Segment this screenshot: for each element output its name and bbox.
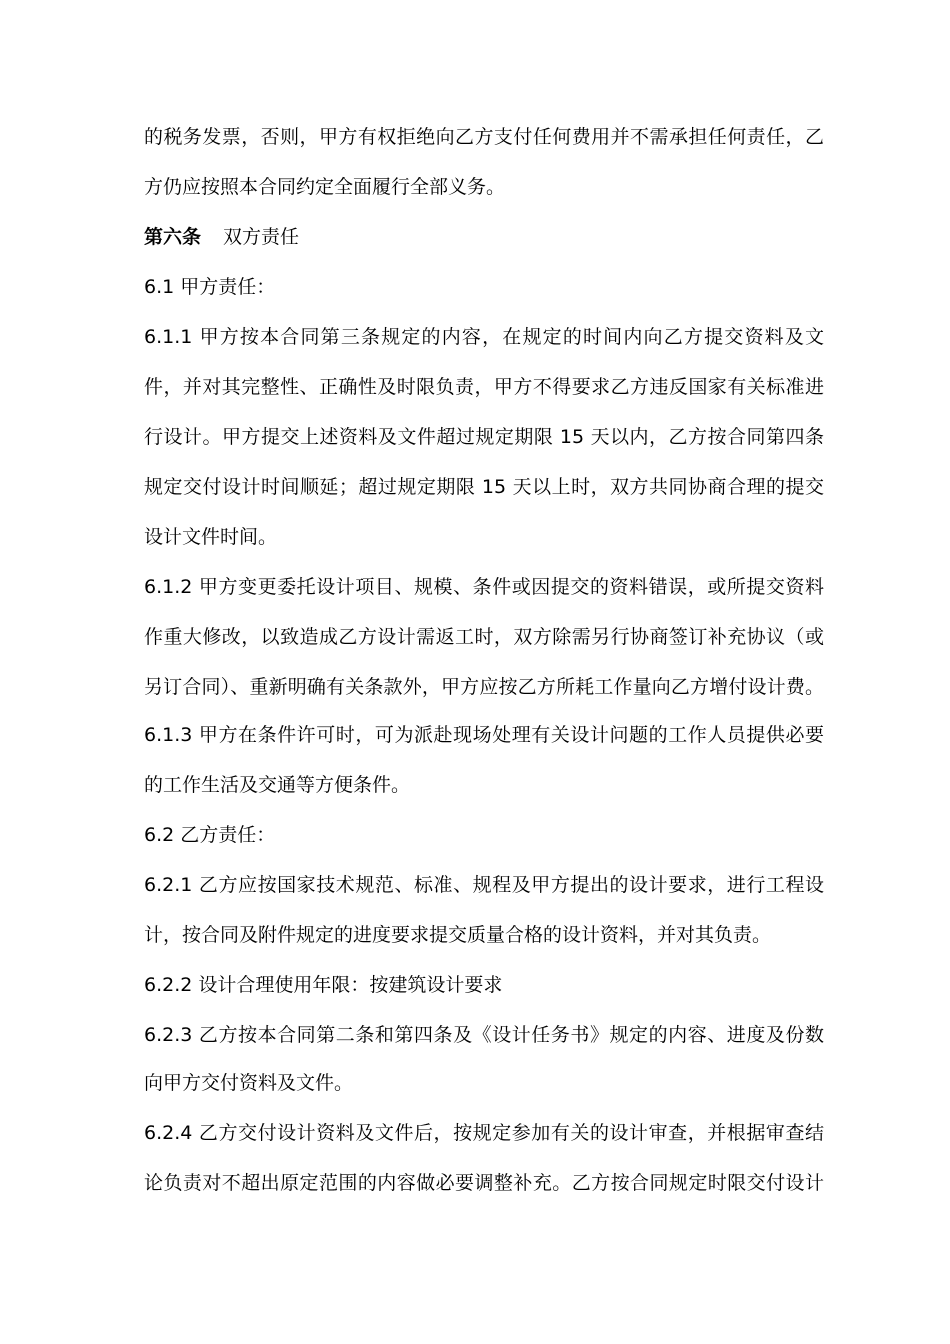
text-line: 件，并对其完整性、正确性及时限负责，甲方不得要求乙方违反国家有关标准进 bbox=[144, 376, 824, 398]
text-line: 计，按合同及附件规定的进度要求提交质量合格的设计资料，并对其负责。 bbox=[144, 924, 772, 946]
article-heading bbox=[144, 224, 824, 250]
text-line: 6.1.3 甲方在条件许可时，可为派赴现场处理有关设计问题的工作人员提供必要 bbox=[144, 724, 824, 746]
text-line: 另订合同）、重新明确有关条款外，甲方应按乙方所耗工作量向乙方增付设计费。 bbox=[144, 676, 824, 698]
text-line: 6.1.1 甲方按本合同第三条规定的内容，在规定的时间内向乙方提交资料及文 bbox=[144, 326, 824, 348]
text-line: 的税务发票，否则，甲方有权拒绝向乙方支付任何费用并不需承担任何责任，乙 bbox=[144, 126, 824, 148]
article-number: 第六条 bbox=[144, 226, 202, 248]
text-line: 方仍应按照本合同约定全面履行全部义务。 bbox=[144, 176, 506, 198]
text-line: 6.2.3 乙方按本合同第二条和第四条及《设计任务书》规定的内容、进度及份数 bbox=[144, 1024, 824, 1046]
text-line: 设计文件时间。 bbox=[144, 526, 278, 548]
text-line: 6.2.4 乙方交付设计资料及文件后，按规定参加有关的设计审查，并根据审查结 bbox=[144, 1122, 824, 1144]
text-line: 6.2.1 乙方应按国家技术规范、标准、规程及甲方提出的设计要求，进行工程设 bbox=[144, 874, 824, 896]
text-line: 6.2.2 设计合理使用年限：按建筑设计要求 bbox=[144, 974, 503, 996]
section-heading: 6.2 乙方责任： bbox=[144, 824, 276, 846]
text-line: 作重大修改，以致造成乙方设计需返工时，双方除需另行协商签订补充协议（或 bbox=[144, 626, 824, 648]
section-heading: 6.1 甲方责任： bbox=[144, 276, 276, 298]
text-line: 的工作生活及交通等方便条件。 bbox=[144, 774, 411, 796]
text-line: 向甲方交付资料及文件。 bbox=[144, 1072, 354, 1094]
text-line: 规定交付设计时间顺延；超过规定期限 15 天以上时，双方共同协商合理的提交 bbox=[144, 476, 824, 498]
article-title: 双方责任 bbox=[223, 226, 300, 248]
text-line: 6.1.2 甲方变更委托设计项目、规模、条件或因提交的资料错误，或所提交资料 bbox=[144, 576, 824, 598]
text-line: 行设计。甲方提交上述资料及文件超过规定期限 15 天以内，乙方按合同第四条 bbox=[144, 426, 824, 448]
text-line: 论负责对不超出原定范围的内容做必要调整补充。乙方按合同规定时限交付设计 bbox=[144, 1172, 824, 1194]
